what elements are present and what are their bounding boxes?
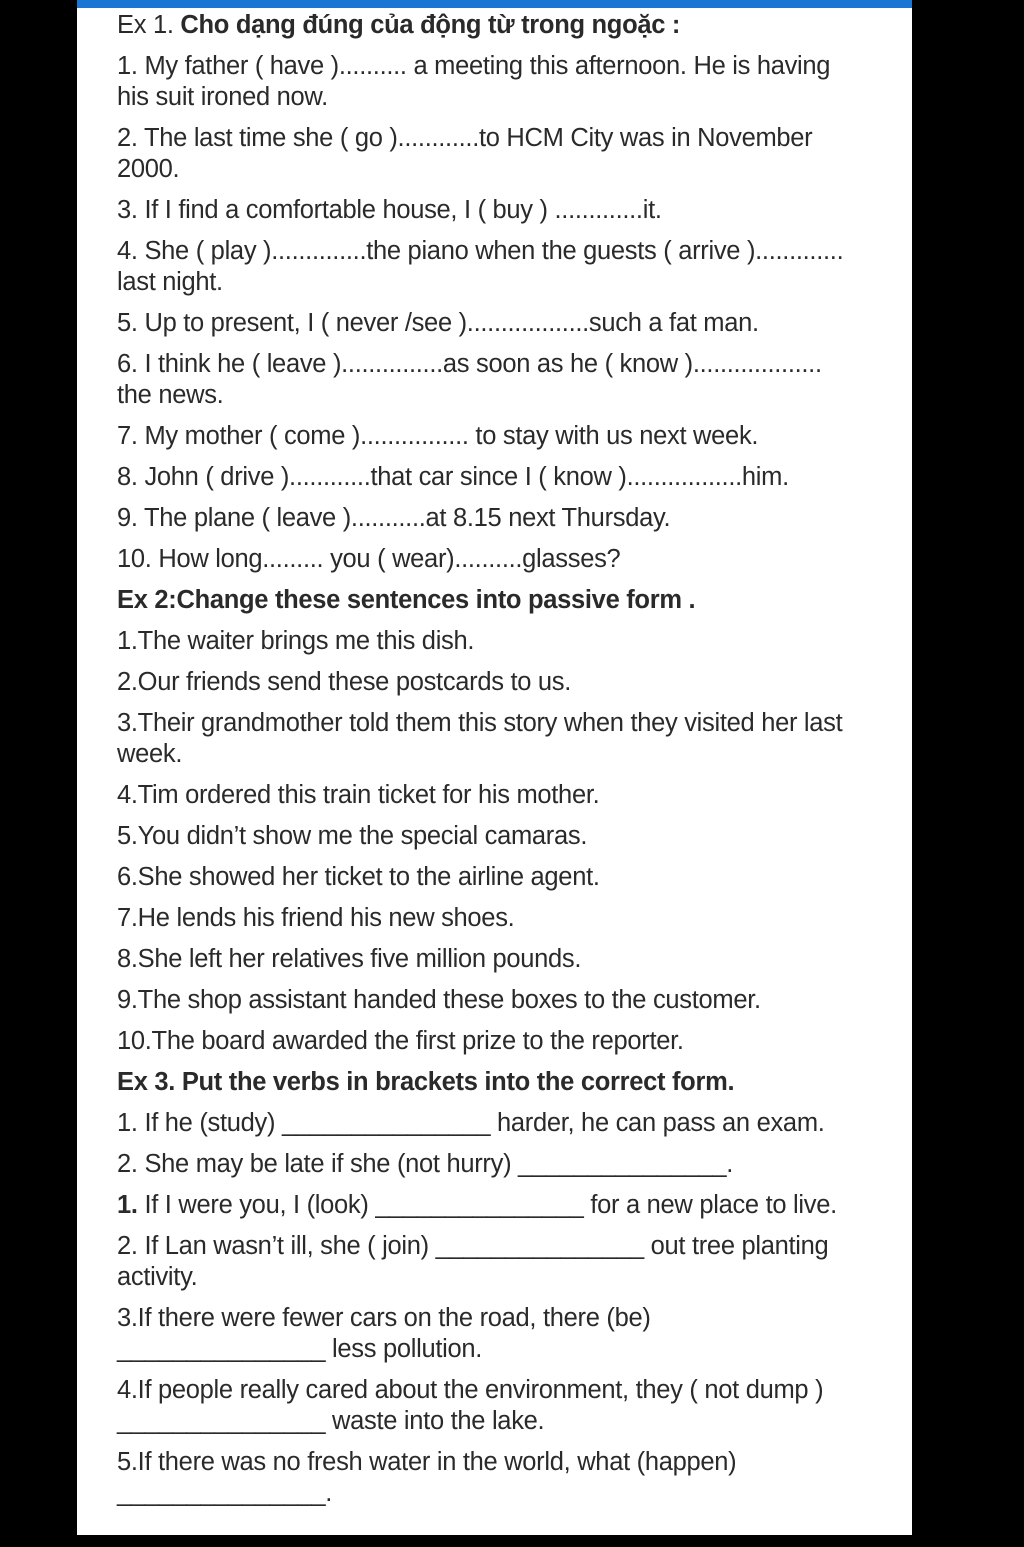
worksheet-content <box>117 10 862 1519</box>
ex1-item: 8. John ( drive )............that car since I ( know ).................him. <box>117 463 789 491</box>
ex3-item: 1. If he (study) _______________ harder, he can pass an exam. <box>117 1109 825 1137</box>
ex1-item: 10. How long......... you ( wear)..........glasses? <box>117 545 621 573</box>
ex2-item: 7.He lends his friend his new shoes. <box>117 904 515 932</box>
ex2-item: 6.She showed her ticket to the airline agent. <box>117 863 600 891</box>
ex1-heading <box>117 10 862 41</box>
ex1-item: 5. Up to present, I ( never /see )..................such a fat man. <box>117 309 759 337</box>
ex3-heading: Ex 3. Put the verbs in brackets into the correct form. <box>117 1068 735 1096</box>
ex3-item: 4.If people really cared about the environment, they ( not dump ) _______________ waste into the lake. <box>117 1376 824 1435</box>
ex2-item: 5.You didn’t show me the special camaras. <box>117 822 588 850</box>
ex2-item: 4.Tim ordered this train ticket for his mother. <box>117 781 600 809</box>
ex1-item: 9. The plane ( leave )...........at 8.15 next Thursday. <box>117 504 671 532</box>
ex1-item: 1. My father ( have ).......... a meeting this afternoon. He is having his suit ironed now. <box>117 52 831 111</box>
ex3-item: 5.If there was no fresh water in the world, what (happen) _______________. <box>117 1448 737 1507</box>
ex2-item: 2.Our friends send these postcards to us. <box>117 668 572 696</box>
ex1-item: 3. If I find a comfortable house, I ( buy ) .............it. <box>117 196 662 224</box>
ex1-item: 7. My mother ( come )................ to stay with us next week. <box>117 422 759 450</box>
ex3-item <box>117 1190 862 1221</box>
worksheet-page <box>77 0 912 1535</box>
ex3-item-text: If I were you, I (look) _______________ for a new place to live. <box>137 1191 837 1219</box>
ex3-item: 3.If there were fewer cars on the road, there (be) _______________ less pollution. <box>117 1304 651 1363</box>
ex1-item: 4. She ( play )..............the piano when the guests ( arrive )............. last night. <box>117 237 844 296</box>
ex1-item: 2. The last time she ( go )............to HCM City was in November 2000. <box>117 124 813 183</box>
ex3-item: 2. She may be late if she (not hurry) _______________. <box>117 1150 734 1178</box>
ex2-item: 1.The waiter brings me this dish. <box>117 627 475 655</box>
ex2-item: 3.Their grandmother told them this story when they visited her last week. <box>117 709 843 768</box>
ex3-item-number: 1. <box>117 1191 138 1219</box>
ex1-heading-title: Cho dạng đúng của động từ trong ngoặc : <box>180 11 681 39</box>
top-accent-bar <box>77 0 912 8</box>
ex2-item: 8.She left her relatives five million pounds. <box>117 945 582 973</box>
ex2-item: 10.The board awarded the first prize to the reporter. <box>117 1027 684 1055</box>
ex1-item: 6. I think he ( leave )...............as soon as he ( know )................... the news. <box>117 350 822 409</box>
ex2-heading: Ex 2:Change these sentences into passive form . <box>117 586 696 614</box>
ex2-item: 9.The shop assistant handed these boxes to the customer. <box>117 986 761 1014</box>
ex3-item: 2. If Lan wasn’t ill, she ( join) _______________ out tree planting activity. <box>117 1232 829 1291</box>
ex1-heading-prefix: Ex 1. <box>117 11 181 39</box>
